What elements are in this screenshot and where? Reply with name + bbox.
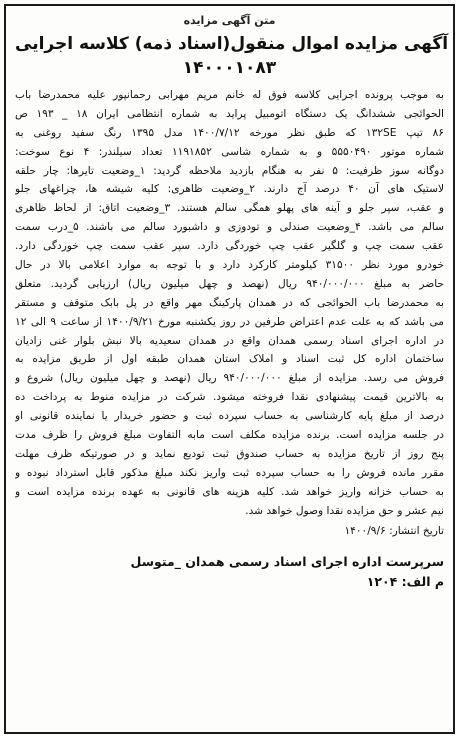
ad-body [15,86,444,520]
body-line: عقب سمت چپ و گلگیر عقب چپ خوردگی دارد. سپر عقب سمت چپ خوردگی دارد. [15,240,444,253]
signature [15,552,444,592]
signature-title: سرپرست اداره اجرای اسناد رسمی همدان _متوسل [130,554,444,570]
body-line: ساختمان اداره کل ثبت اسناد و املاک استان همدان طبقه اول از طریق مزایده به [15,353,444,366]
body-line: الحوائجی ششدانگ یک دستگاه اتومبیل پراید به شماره انتظامی ایران ۱۸ _ ۱۹۳ ص [15,107,444,120]
body-line: سالم می باشد. ۴_وضعیت صندلی و تودوزی و داشبورد سالم می باشند. ۵_درب سمت [15,221,444,234]
body-line: شماره موتور ۵۵۵۰۴۹۰ و به شماره شاسی ۱۱۹۱۸۵۲ تعداد سیلندر: ۴ نوع سوخت: [15,145,444,158]
body-line: در اداره اجرای اسناد رسمی همدان واقع در همدان سعیدیه بالا نبش بلوار غنی زادیان [15,334,444,347]
body-line: می باشد که به علت عدم اعتراض طرفین در روز یکشنبه مورخ ۱۴۰۰/۹/۲۱ از ساعت ۹ الی ۱۲ [15,315,444,328]
body-line: به حساب خزانه واریز خواهد شد. کلیه هزینه های قانونی به عهده برنده مزایده است و [15,485,444,498]
ad-title: آگهی مزایده اموال منقول(اسناد ذمه) کلاسه اجرایی [15,34,449,54]
body-line: در جلسه مزایده است. برنده مزایده مکلف است مابه التفاوت مبلغ فروش را ظرف مدت [15,429,444,442]
ad-kicker: متن آگهی مزایده [183,14,276,27]
body-line: به محمدرضا باب الحوائجی که در همدان پارکینگ مهر واقع در پل بابک متوقف و مستقر [15,296,444,309]
body-line-last: نیم عشر و حق مزایده نقدا وصول خواهد شد. [245,504,444,517]
body-line: فروش می رسد. مزایده از مبلغ ۹۴۰/۰۰۰/۰۰۰ ریال (نهصد و چهل میلیون ریال) شروع و [15,372,444,385]
body-line: ۸۶ تیپ ۱۳۲SE که طبق نظر مورخه ۱۴۰۰/۷/۱۲ مدل ۱۳۹۵ رنگ سفید روغنی به [15,126,444,139]
body-line: مقرر مانده فروش را به حساب سپرده ثبت واریز نکند مبلغ مذکور قابل استرداد نبوده و [15,466,444,479]
signature-code: م الف: ۱۲۰۴ [366,574,444,590]
body-line: درصد از مبلغ پایه کارشناسی به حساب سپرده ثبت و حضور خریدار یا نماینده قانونی او [15,410,444,423]
body-line: دوگانه سوز ظرفیت: ۵ نفر به هنگام بازدید ملاحظه گردید: ۱_وضعیت تایرها: چار حلقه [15,164,444,177]
case-number: ۱۴۰۰۰۱۰۸۳ [182,58,277,78]
body-line: پنج روز از تاریخ مزایده به حساب صندوق ثبت تودیع نماید و در صورتیکه ظرف مهلت [15,447,444,460]
publish-date: تاریخ انتشار: ۱۴۰۰/۹/۶ [344,525,444,538]
ad-frame [4,4,455,734]
body-line: به موجب پرونده اجرایی کلاسه فوق له خانم مریم مهرابی رحمانپور علیه محمدرضا باب [15,89,444,101]
body-line: به بالاترین قیمت پیشنهادی نقدا فروخته میشود. شرکت در مزایده منوط به پرداخت ده [15,391,444,404]
body-line: و عقب، سپر جلو و آینه های پهلو همگی سالم هستند. ۳_وضعیت اتاق: از لحاظ ظاهری [15,202,444,215]
body-line: لاستیک های آن ۴۰ درصد آج دارند. ۲_وضعیت ظاهری: کلیه شیشه ها، چراغهای جلو [15,183,444,196]
body-line: خودرو مورد نظر ۳۱۵۰۰ کیلومتر کارکرد دارد و با توجه به موارد اعلامی بالا در حال [15,259,444,272]
body-line: حاضر به مبلغ ۹۴۰/۰۰۰/۰۰۰ ریال (نهصد و چهل میلیون ریال) ارزیابی گردید. متعلق [15,277,444,290]
